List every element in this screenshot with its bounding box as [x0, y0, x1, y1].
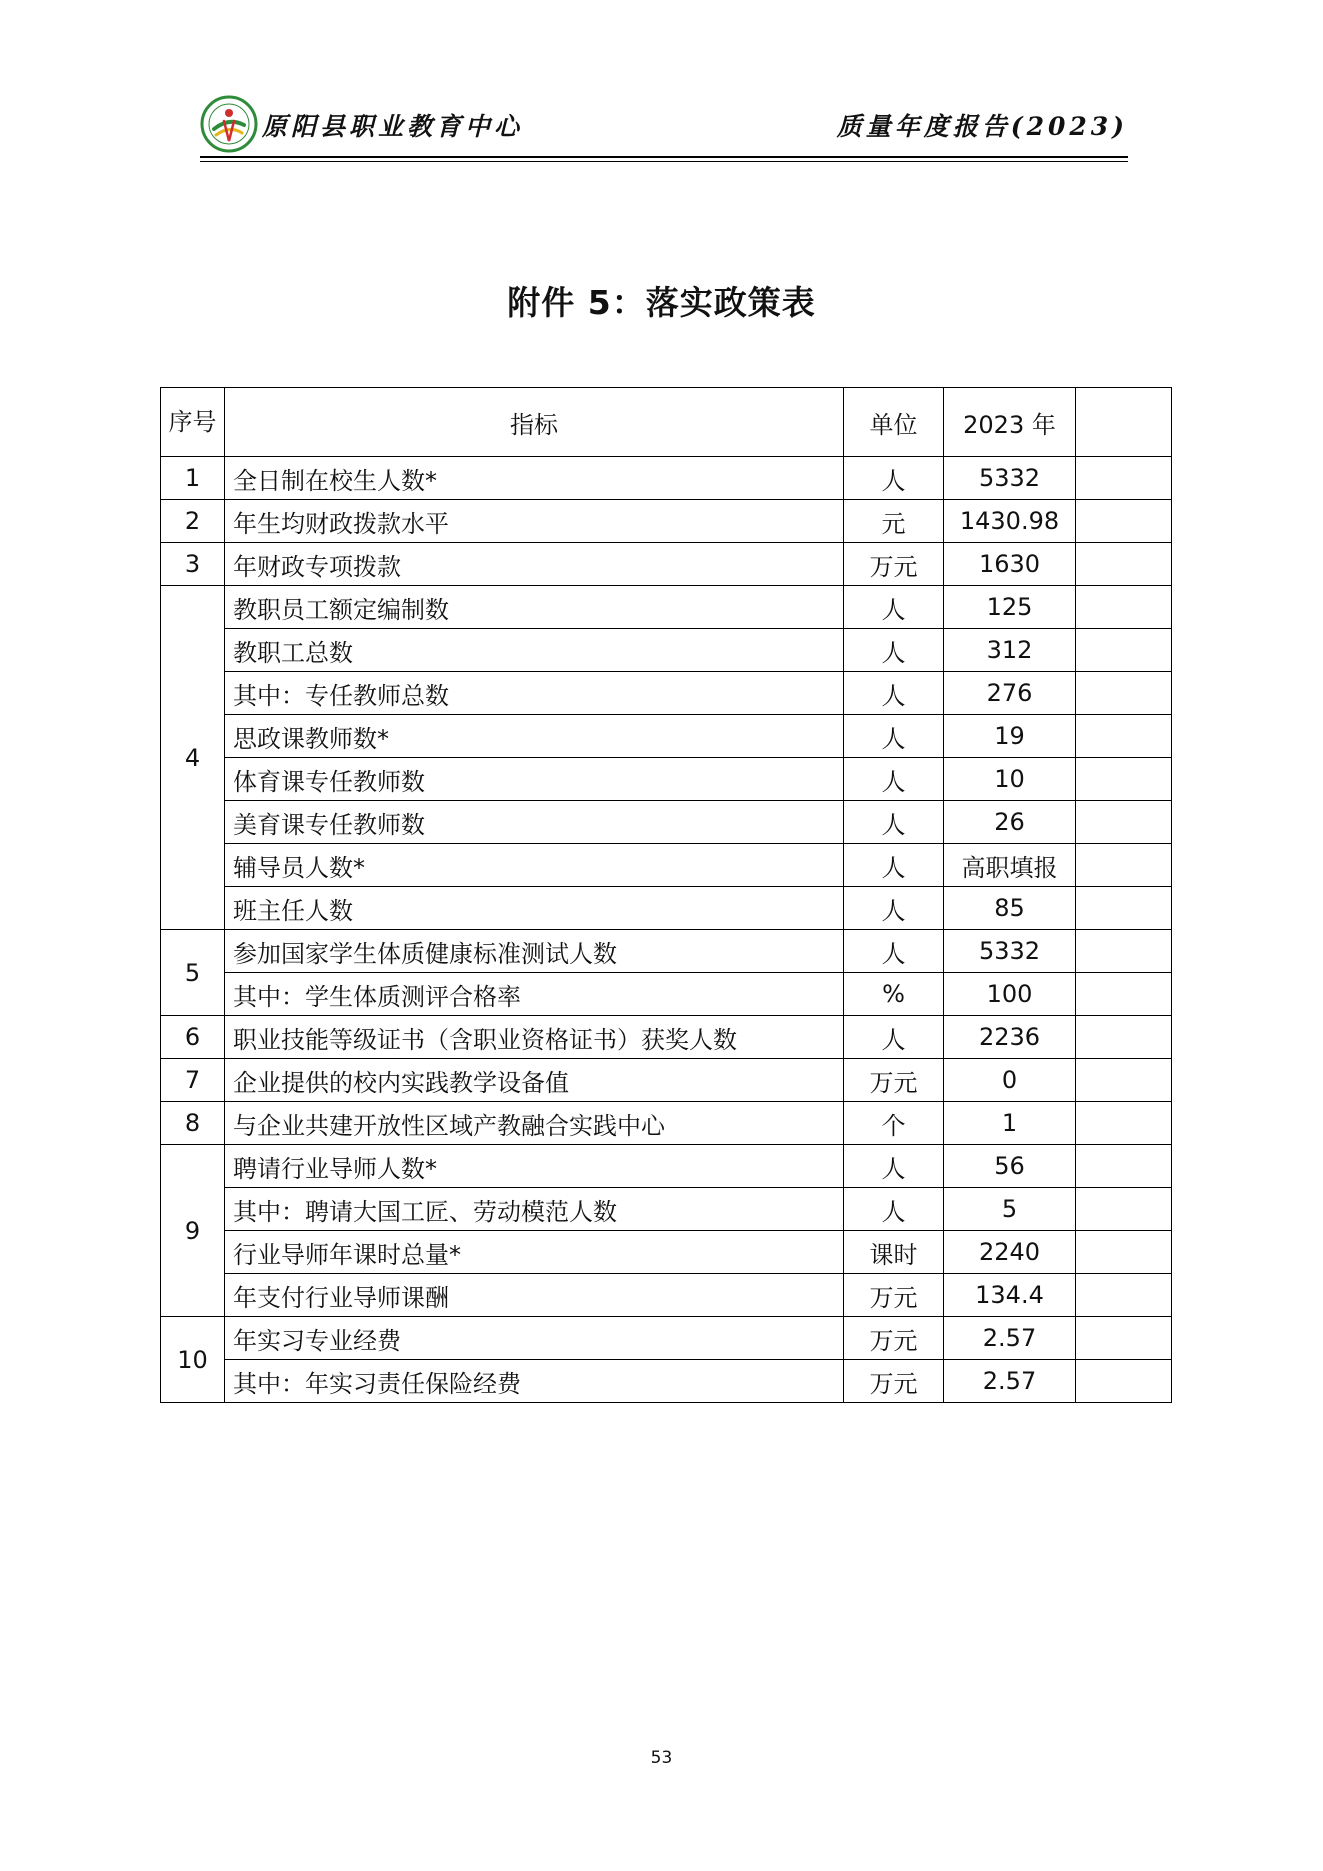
table-row [161, 973, 1172, 1016]
table-row [161, 1188, 1172, 1231]
table-row [161, 1059, 1172, 1102]
unit-cell: % [844, 973, 944, 1016]
unit-cell: 人 [844, 629, 944, 672]
seq-cell: 7 [161, 1059, 225, 1102]
header-seq: 序号 [161, 388, 225, 457]
table-row [161, 543, 1172, 586]
value-cell: 1 [944, 1102, 1076, 1145]
value-cell: 2.57 [944, 1360, 1076, 1403]
table-header-row [161, 388, 1172, 457]
seq-cell: 5 [161, 930, 225, 1016]
indicator-cell: 教职员工额定编制数 [225, 586, 844, 629]
indicator-cell: 与企业共建开放性区域产教融合实践中心 [225, 1102, 844, 1145]
indicator-cell: 思政课教师数* [225, 715, 844, 758]
extra-cell [1076, 758, 1172, 801]
unit-cell: 万元 [844, 1274, 944, 1317]
value-cell: 276 [944, 672, 1076, 715]
value-cell: 高职填报 [944, 844, 1076, 887]
extra-cell [1076, 887, 1172, 930]
extra-cell [1076, 1317, 1172, 1360]
indicator-cell: 其中：年实习责任保险经费 [225, 1360, 844, 1403]
extra-cell [1076, 1102, 1172, 1145]
indicator-cell: 聘请行业导师人数* [225, 1145, 844, 1188]
extra-cell [1076, 1145, 1172, 1188]
indicator-cell: 年财政专项拨款 [225, 543, 844, 586]
seq-cell: 2 [161, 500, 225, 543]
unit-cell: 个 [844, 1102, 944, 1145]
extra-cell [1076, 715, 1172, 758]
table-row [161, 629, 1172, 672]
seq-cell: 6 [161, 1016, 225, 1059]
school-emblem-icon [200, 95, 258, 153]
value-cell: 1630 [944, 543, 1076, 586]
table-row [161, 715, 1172, 758]
page-header [200, 95, 1128, 155]
value-cell: 85 [944, 887, 1076, 930]
extra-cell [1076, 1016, 1172, 1059]
indicator-cell: 年生均财政拨款水平 [225, 500, 844, 543]
indicator-cell: 其中：聘请大国工匠、劳动模范人数 [225, 1188, 844, 1231]
value-cell: 26 [944, 801, 1076, 844]
value-cell: 1430.98 [944, 500, 1076, 543]
report-title: 质量年度报告(2023) [836, 112, 1128, 141]
extra-cell [1076, 801, 1172, 844]
table-row [161, 1102, 1172, 1145]
extra-cell [1076, 586, 1172, 629]
header-extra [1076, 388, 1172, 457]
seq-cell: 9 [161, 1145, 225, 1317]
table-row [161, 1317, 1172, 1360]
table-row [161, 457, 1172, 500]
table-row [161, 672, 1172, 715]
unit-cell: 人 [844, 672, 944, 715]
table-row [161, 930, 1172, 973]
table-row [161, 887, 1172, 930]
unit-cell: 万元 [844, 1360, 944, 1403]
seq-cell: 3 [161, 543, 225, 586]
header-indicator: 指标 [225, 388, 844, 457]
header-unit: 单位 [844, 388, 944, 457]
extra-cell [1076, 930, 1172, 973]
extra-cell [1076, 672, 1172, 715]
table-row [161, 1274, 1172, 1317]
unit-cell: 人 [844, 586, 944, 629]
table-row [161, 1145, 1172, 1188]
extra-cell [1076, 1274, 1172, 1317]
seq-cell: 4 [161, 586, 225, 930]
table-row [161, 758, 1172, 801]
indicator-cell: 全日制在校生人数* [225, 457, 844, 500]
extra-cell [1076, 844, 1172, 887]
indicator-cell: 其中：专任教师总数 [225, 672, 844, 715]
value-cell: 2240 [944, 1231, 1076, 1274]
unit-cell: 人 [844, 930, 944, 973]
header-rule-thin [200, 161, 1128, 162]
indicator-cell: 教职工总数 [225, 629, 844, 672]
value-cell: 2.57 [944, 1317, 1076, 1360]
indicator-cell: 其中：学生体质测评合格率 [225, 973, 844, 1016]
table-row [161, 1360, 1172, 1403]
unit-cell: 人 [844, 1016, 944, 1059]
seq-cell: 1 [161, 457, 225, 500]
value-cell: 2236 [944, 1016, 1076, 1059]
indicator-cell: 参加国家学生体质健康标准测试人数 [225, 930, 844, 973]
indicator-cell: 体育课专任教师数 [225, 758, 844, 801]
value-cell: 100 [944, 973, 1076, 1016]
extra-cell [1076, 1360, 1172, 1403]
header-rule-thick [200, 156, 1128, 158]
extra-cell [1076, 629, 1172, 672]
seq-cell: 10 [161, 1317, 225, 1403]
indicator-cell: 班主任人数 [225, 887, 844, 930]
indicator-cell: 年实习专业经费 [225, 1317, 844, 1360]
policy-table [160, 387, 1172, 1403]
header-year: 2023 年 [944, 388, 1076, 457]
unit-cell: 万元 [844, 1317, 944, 1360]
table-row [161, 586, 1172, 629]
unit-cell: 万元 [844, 543, 944, 586]
unit-cell: 人 [844, 887, 944, 930]
unit-cell: 人 [844, 801, 944, 844]
value-cell: 56 [944, 1145, 1076, 1188]
unit-cell: 人 [844, 844, 944, 887]
document-title: 附件 5：落实政策表 [507, 283, 816, 322]
indicator-cell: 年支付行业导师课酬 [225, 1274, 844, 1317]
school-name: 原阳县职业教育中心 [262, 112, 524, 141]
indicator-cell: 辅导员人数* [225, 844, 844, 887]
extra-cell [1076, 1231, 1172, 1274]
page-number: 53 [650, 1748, 673, 1768]
indicator-cell: 美育课专任教师数 [225, 801, 844, 844]
value-cell: 125 [944, 586, 1076, 629]
table-row [161, 1016, 1172, 1059]
extra-cell [1076, 457, 1172, 500]
extra-cell [1076, 1059, 1172, 1102]
value-cell: 5332 [944, 930, 1076, 973]
table-row [161, 1231, 1172, 1274]
table-row [161, 500, 1172, 543]
table-row [161, 801, 1172, 844]
value-cell: 312 [944, 629, 1076, 672]
table-body [161, 457, 1172, 1403]
indicator-cell: 行业导师年课时总量* [225, 1231, 844, 1274]
value-cell: 19 [944, 715, 1076, 758]
unit-cell: 课时 [844, 1231, 944, 1274]
indicator-cell: 职业技能等级证书（含职业资格证书）获奖人数 [225, 1016, 844, 1059]
extra-cell [1076, 1188, 1172, 1231]
seq-cell: 8 [161, 1102, 225, 1145]
extra-cell [1076, 500, 1172, 543]
extra-cell [1076, 543, 1172, 586]
unit-cell: 人 [844, 1145, 944, 1188]
value-cell: 10 [944, 758, 1076, 801]
value-cell: 134.4 [944, 1274, 1076, 1317]
table-row [161, 844, 1172, 887]
extra-cell [1076, 973, 1172, 1016]
unit-cell: 人 [844, 457, 944, 500]
value-cell: 0 [944, 1059, 1076, 1102]
unit-cell: 万元 [844, 1059, 944, 1102]
unit-cell: 人 [844, 715, 944, 758]
value-cell: 5 [944, 1188, 1076, 1231]
unit-cell: 元 [844, 500, 944, 543]
value-cell: 5332 [944, 457, 1076, 500]
unit-cell: 人 [844, 1188, 944, 1231]
unit-cell: 人 [844, 758, 944, 801]
indicator-cell: 企业提供的校内实践教学设备值 [225, 1059, 844, 1102]
